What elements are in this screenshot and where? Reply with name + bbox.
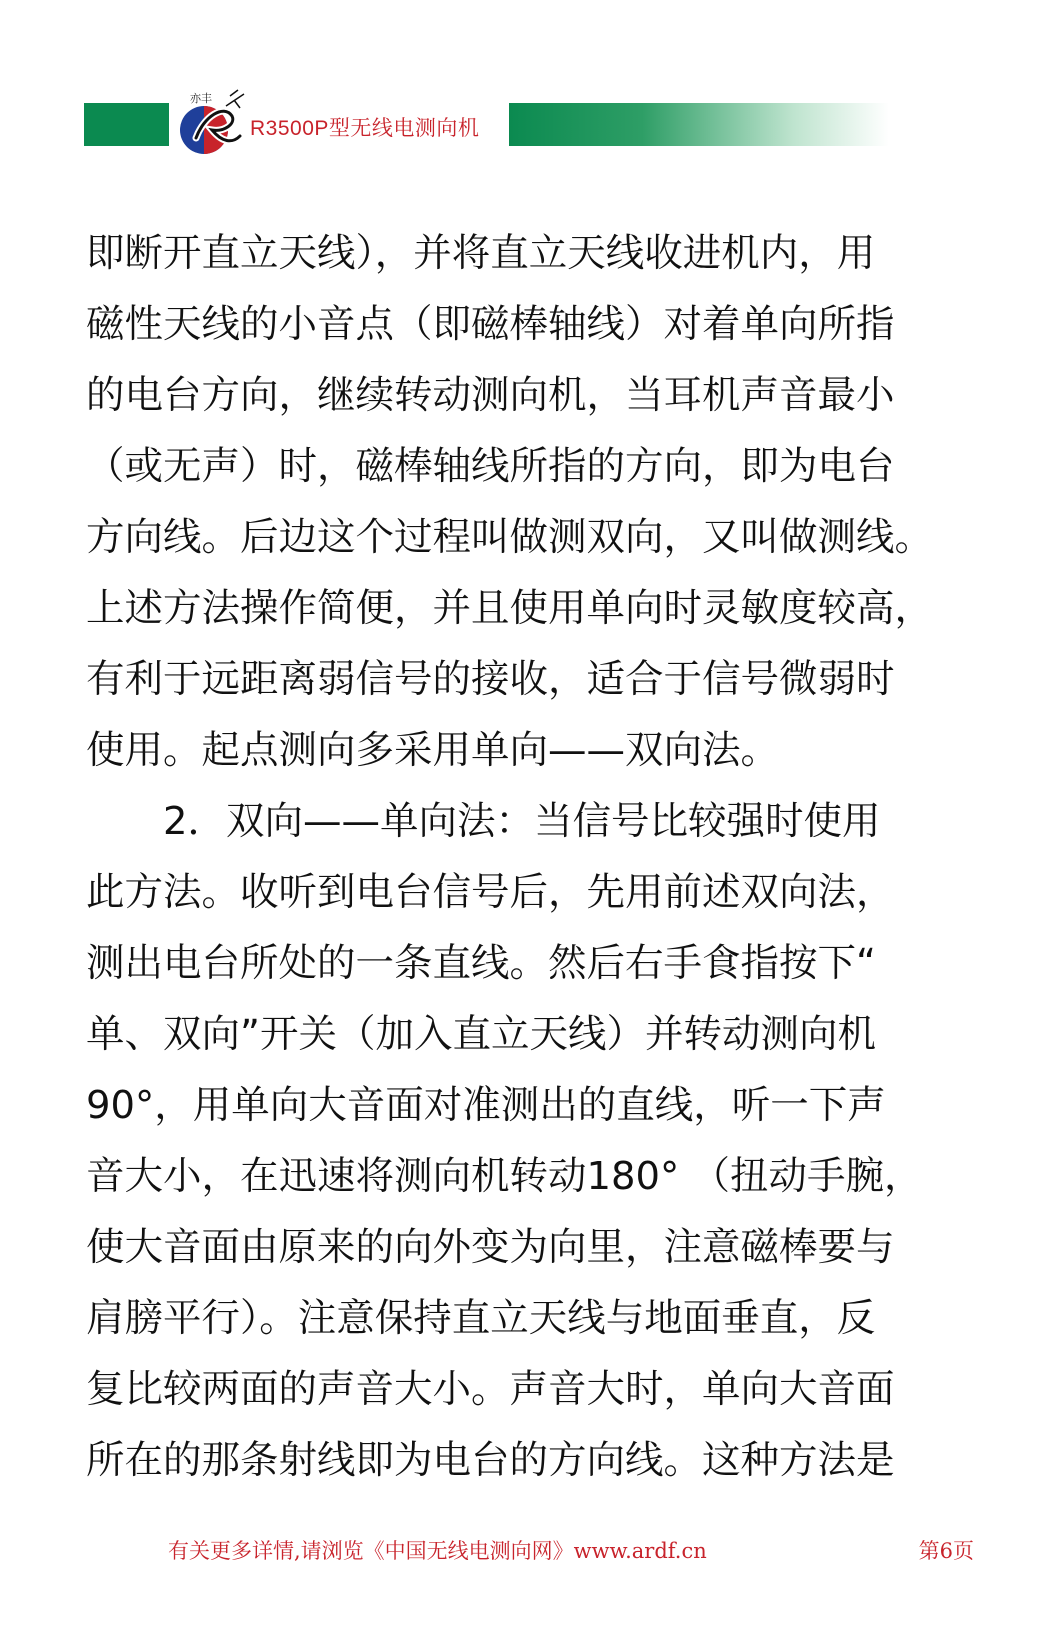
text-line: 2．双向——单向法：当信号比较强时使用 bbox=[86, 799, 881, 844]
text-line: 测出电台所处的一条直线。然后右手食指按下“ bbox=[86, 941, 876, 986]
text-line: 所在的那条射线即为电台的方向线。这种方法是 bbox=[86, 1438, 895, 1483]
text-line: 磁性天线的小音点（即磁棒轴线）对着单向所指 bbox=[86, 302, 895, 347]
text-line: 此方法。收听到电台信号后，先用前述双向法， bbox=[86, 870, 895, 915]
header-green-gradient-bar bbox=[509, 103, 889, 146]
text-line: 肩膀平行）。注意保持直立天线与地面垂直，反 bbox=[86, 1296, 876, 1341]
page-footer bbox=[168, 1535, 974, 1567]
page-header bbox=[84, 92, 804, 150]
text-line: 单、双向”开关（加入直立天线）并转动测向机 bbox=[86, 1012, 876, 1057]
text-line: 的电台方向，继续转动测向机，当耳机声音最小 bbox=[86, 373, 895, 418]
text-line: 复比较两面的声音大小。声音大时，单向大音面 bbox=[86, 1367, 895, 1412]
footer-website-note: 有关更多详情,请浏览《中国无线电测向网》www.ardf.cn bbox=[168, 1539, 707, 1563]
text-line: 使用。起点测向多采用单向——双向法。 bbox=[86, 728, 780, 773]
text-line: 音大小，在迅速将测向机转动180° （扭动手腕， bbox=[86, 1154, 923, 1199]
text-line: 即断开直立天线），并将直立天线收进机内，用 bbox=[86, 231, 876, 276]
page-number: 第6页 bbox=[918, 1539, 974, 1563]
body-text bbox=[86, 218, 1006, 1496]
brand-name-small: 亦丰 bbox=[190, 92, 212, 105]
brand-logo-icon bbox=[174, 86, 254, 164]
text-line: 方向线。后边这个过程叫做测双向，又叫做测线。 bbox=[86, 515, 934, 560]
text-line: 有利于远距离弱信号的接收，适合于信号微弱时 bbox=[86, 657, 895, 702]
model-title: R3500P型无线电测向机 bbox=[250, 117, 480, 140]
text-line: 使大音面由原来的向外变为向里，注意磁棒要与 bbox=[86, 1225, 895, 1270]
text-line: 上述方法操作简便，并且使用单向时灵敏度较高， bbox=[86, 586, 934, 631]
header-green-bar-left bbox=[84, 103, 169, 146]
text-line: （或无声）时，磁棒轴线所指的方向，即为电台 bbox=[86, 444, 895, 489]
text-line: 90°，用单向大音面对准测出的直线，听一下声 bbox=[86, 1083, 886, 1128]
